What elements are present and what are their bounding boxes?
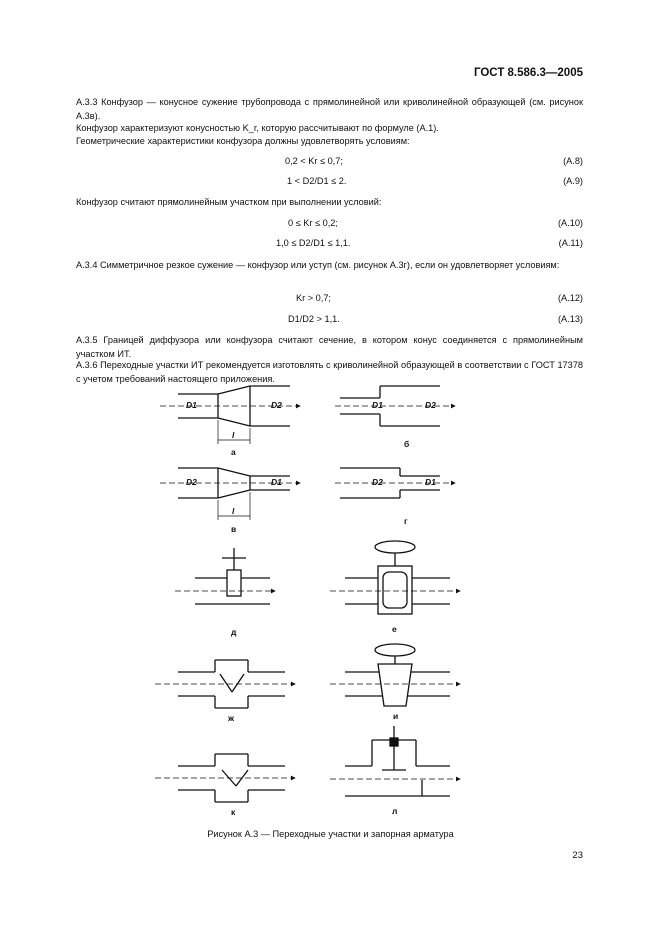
label-a: а: [231, 447, 236, 457]
diagram-d-gate-valve: [175, 548, 275, 604]
dim-d2-v: D2: [186, 477, 197, 487]
label-e: е: [392, 624, 397, 634]
formula-a10-number: (А.10): [557, 218, 583, 228]
diagram-e-ball-valve: [330, 541, 460, 614]
label-k: к: [231, 807, 236, 817]
diagram-b-expansion: [335, 386, 455, 426]
diagram-v-confuser: [160, 468, 300, 520]
dim-d1-g: D1: [425, 477, 436, 487]
label-zh: ж: [228, 713, 235, 723]
diagram-i-plug-valve: [330, 644, 460, 706]
diagram-zh-globe-valve: [155, 660, 295, 708]
label-v: в: [231, 524, 237, 534]
figure-caption: Рисунок А.3 — Переходные участки и запорная арматура: [207, 829, 454, 839]
dim-l-a: l: [232, 430, 235, 440]
dim-l-v: l: [232, 506, 235, 516]
diagram-l-tee-valve: [330, 726, 460, 796]
formula-a8: 0,2 < Kr ≤ 0,7;: [285, 156, 343, 166]
formula-a9: 1 < D2/D1 ≤ 2.: [287, 176, 347, 186]
dim-d2-g: D2: [372, 477, 383, 487]
formula-a12-number: (А.12): [557, 293, 583, 303]
diagram-a-diffuser: [160, 386, 300, 444]
document-header: ГОСТ 8.586.3—2005: [473, 67, 583, 79]
paragraph-a36: А.3.6 Переходные участки ИТ рекомендуется изготовлять с криволинейной образующей в соответствии с ГОСТ 17378 с учетом требований настоящего приложения.: [76, 360, 583, 384]
dim-d2-a: D2: [271, 400, 282, 410]
label-g: г: [404, 516, 408, 526]
formula-a11-number: (А.11): [558, 238, 583, 248]
label-b: б: [404, 439, 410, 449]
paragraph-geometry: Геометрические характеристики конфузора должны удовлетворять условиям:: [76, 136, 410, 146]
formula-a11: 1,0 ≤ D2/D1 ≤ 1,1.: [276, 238, 351, 248]
diagram-k-angle-valve: [155, 754, 295, 802]
dim-d1-v: D1: [271, 477, 282, 487]
paragraph-a33: А.3.3 Конфузор — конусное сужение трубопровода с прямолинейной или криволинейной образующей (см. рисунок А.3в).: [76, 97, 583, 121]
label-d: д: [231, 627, 237, 637]
dim-d2-b: D2: [425, 400, 436, 410]
formula-a13-number: (А.13): [557, 314, 583, 324]
label-l: л: [392, 806, 398, 816]
formula-a8-number: (А.8): [563, 156, 583, 166]
formula-a9-number: (А.9): [563, 176, 583, 186]
diagram-g-contraction: [335, 468, 455, 498]
dim-d1-a: D1: [186, 400, 197, 410]
dim-d1-b: D1: [372, 400, 383, 410]
formula-a10: 0 ≤ Kr ≤ 0,2;: [288, 218, 338, 228]
paragraph-a35: А.3.5 Границей диффузора или конфузора считают сечение, в котором конус соединяется с прямолинейным участком ИТ.: [76, 335, 583, 359]
paragraph-straight-condition: Конфузор считают прямолинейным участком при выполнении условий:: [76, 197, 382, 207]
formula-a12: Kr > 0,7;: [296, 293, 331, 303]
page-number: 23: [572, 850, 583, 861]
label-i: и: [393, 711, 399, 721]
formula-a13: D1/D2 > 1,1.: [288, 314, 340, 324]
paragraph-konfuzor-kr: Конфузор характеризуют конусностью K_r, которую рассчитывают по формуле (А.1).: [76, 123, 439, 133]
paragraph-a34: А.3.4 Симметричное резкое сужение — конфузор или уступ (см. рисунок А.3г), если он удовлетворяет условиям:: [76, 260, 560, 270]
